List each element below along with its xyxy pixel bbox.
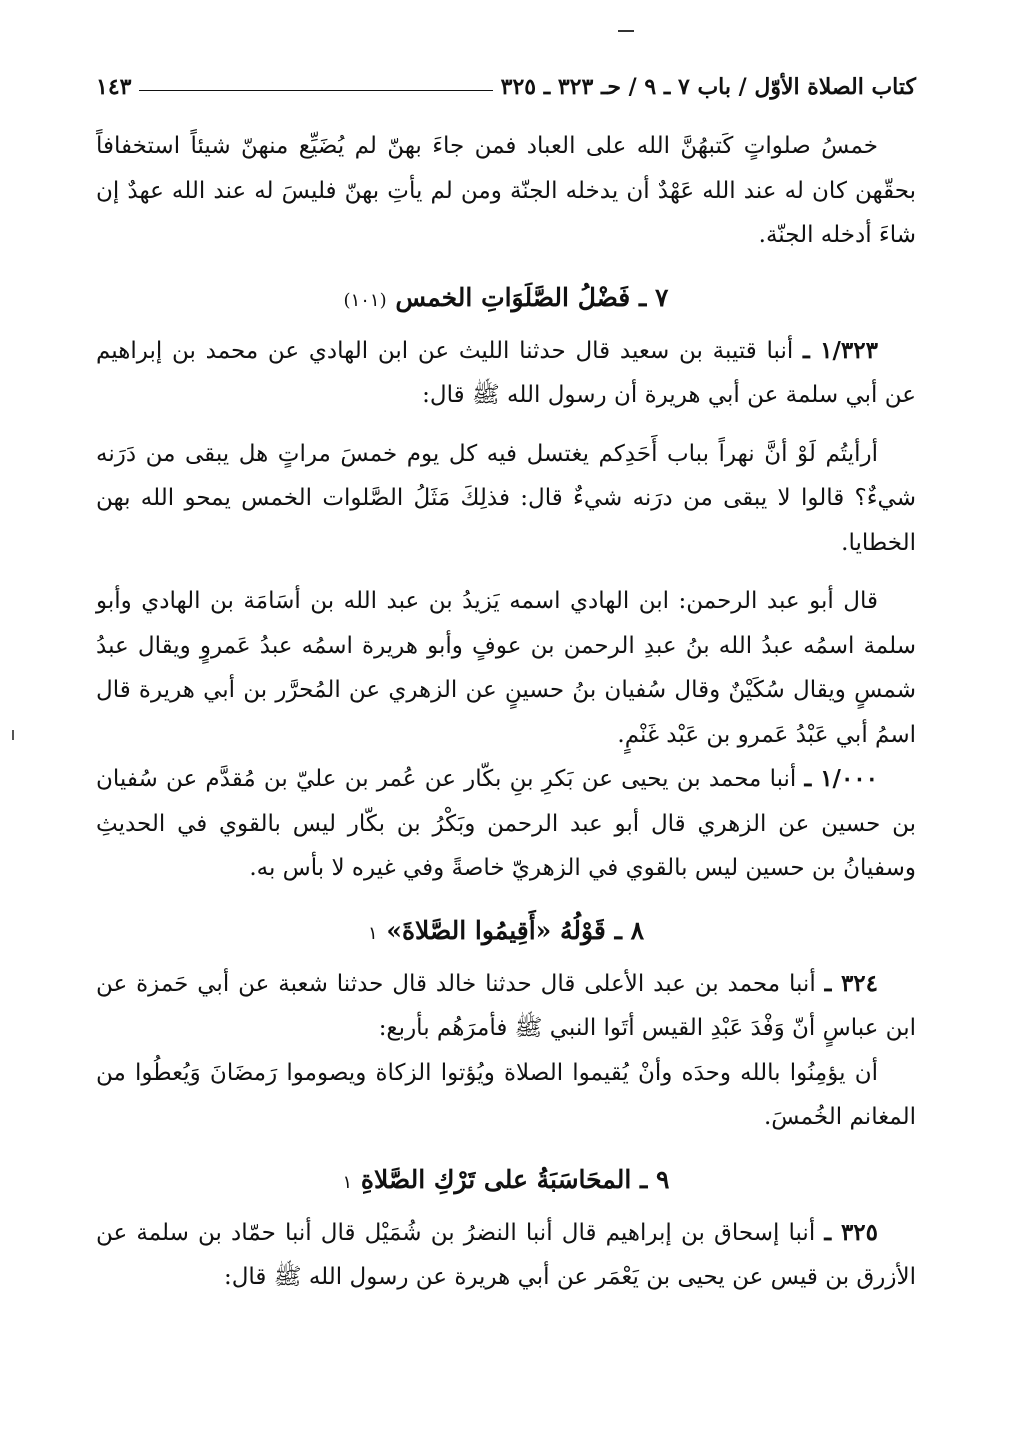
section-9-heading (96, 1158, 916, 1205)
hadith-000-text: أنبا محمد بن يحيى عن بَكرِ بنِ بكّار عن عُمر بن عليّ بن مُقدَّم عن سُفيان بن حسين عن الزهري قال أبو عبد الرحمن وبَكْرُ بن بكّار ليس بالقوي في الحديثِ وسفيانُ بن حسين ليس بالقوي في الزهريّ خاصةً وفي غيره لا بأس به. (96, 766, 916, 881)
continuation-paragraph: خمسُ صلواتٍ كَتبهُنَّ الله على العباد فمن جاءَ بهنّ لم يُضَيِّع منهنّ شيئاً استخفافاً بحقّهن كان له عند الله عَهْدٌ أن يدخله الجنّة ومن لم يأتِ بهنّ فليسَ له عند الله عهدٌ إن شاءَ أدخله الجنّة. (96, 133, 916, 248)
author-comment: قال أبو عبد الرحمن: ابن الهادي اسمه يَزيدُ بن عبد الله بن أسَامَة بن الهادي وأبو سلمة اسمُه عبدُ الله بنُ عبدِ الرحمن بن عوفٍ وأبو هريرة اسمُه عبدُ عَمروٍ ويقال عبدُ شمسٍ ويقال سُكَيْنٌ وقال سُفيان بنُ حسينٍ عن الزهري عن المُحرَّر بن أبي هريرة قال اسمُ أبي عَبْدُ عَمرو بن عَبْد غَنْمٍ. (96, 588, 916, 748)
hadith-324-number: ٣٢٤ ـ (824, 969, 878, 997)
hadith-324-matn: أن يؤمِنُوا بالله وحدَه وأنْ يُقيموا الصلاة ويُؤتوا الزكاة ويصوموا رَمضَانَ وَيُعطُوا من المغانم الخُمسَ. (96, 1059, 916, 1130)
edge-ink-mark (12, 730, 14, 740)
hadith-324-isnad (96, 962, 916, 1051)
section-9-footnote-ref: ١ (342, 1171, 353, 1193)
top-ink-mark (618, 30, 634, 32)
header-rule (139, 90, 492, 91)
hadith-323-matn: أرأيتُم لَوْ أنَّ نهراً بباب أَحَدِكم يغتسل فيه كل يوم خمسَ مراتٍ هل يبقى من دَرَنه شيءٌ؟ قالوا لا يبقى من درَنه شيءٌ قال: فذلِكَ مَثَلُ الصَّلوات الخمس يمحو الله بهن الخطايا. (96, 440, 916, 556)
section-8-heading (96, 909, 916, 956)
section-7-footnote-ref: (١٠١) (343, 289, 387, 311)
page-body (96, 124, 916, 1300)
section-7-title: ٧ ـ فَضْلُ الصَّلَوَاتِ الخمس (395, 282, 669, 312)
hadith-325-isnad-text: أنبا إسحاق بن إبراهيم قال أنبا النضرُ بن شُمَيْل قال أنبا حمّاد بن سلمة عن الأزرق بن قيس عن يحيى بن يَعْمَر عن أبي هريرة عن رسول الله ﷺ قال: (96, 1219, 916, 1290)
section-8-title: ٨ ـ قَوْلُهُ «أَقِيمُوا الصَّلاةَ» (386, 915, 645, 945)
hadith-325-isnad (96, 1211, 916, 1300)
hadith-324-isnad-text: أنبا محمد بن عبد الأعلى قال حدثنا خالد قال حدثنا شعبة عن أبي حَمزة عن ابن عباسٍ أنّ وَفْدَ عَبْدِ القيس أتَوا النبي ﷺ فأمرَهُم بأربع: (96, 970, 916, 1041)
hadith-323-isnad (96, 329, 916, 418)
hadith-325-number: ٣٢٥ ـ (824, 1218, 879, 1246)
hadith-323-number: ١/٣٢٣ ـ (803, 336, 878, 364)
section-8-footnote-ref: ١ (367, 922, 378, 944)
header-title: كتاب الصلاة الأوّل / باب ٧ ـ ٩ / حـ ٣٢٣ ـ ٣٢٥ (500, 74, 916, 100)
hadith-323-isnad-text: أنبا قتيبة بن سعيد قال حدثنا الليث عن ابن الهادي عن محمد بن إبراهيم عن أبي سلمة عن أبي هريرة أن رسول الله ﷺ قال: (96, 337, 916, 408)
hadith-000-number: ١/٠٠٠ ـ (804, 765, 879, 792)
section-9-title: ٩ ـ المحَاسَبَةُ على تَرْكِ الصَّلاةِ (360, 1164, 670, 1194)
page-number: ١٤٣ (96, 74, 132, 100)
section-7-heading (96, 276, 916, 323)
hadith-000 (96, 757, 916, 891)
running-header (96, 74, 916, 100)
